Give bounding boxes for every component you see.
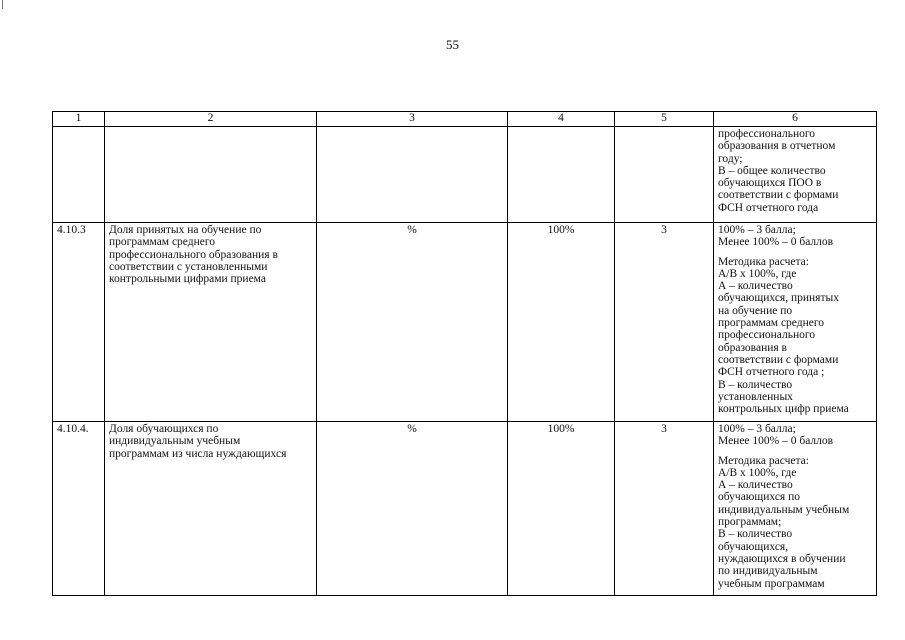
text-line: соответствии с формами — [718, 189, 839, 202]
text-line: В – общее количество — [718, 164, 826, 177]
text-line: профессионального образования в — [109, 248, 278, 261]
text-line: программам среднего — [109, 236, 216, 249]
text-line: программам среднего — [718, 317, 825, 330]
text-line: установленных — [718, 390, 793, 403]
header-cell: 5 — [615, 112, 714, 127]
criteria-cell — [714, 223, 877, 422]
text-line: ФСН отчетного года ; — [718, 366, 825, 379]
paragraph-gap — [718, 448, 872, 455]
target-cell: 100% — [508, 223, 615, 422]
row-code: 4.10.3 — [53, 223, 105, 422]
score-cell: 3 — [615, 223, 714, 422]
text-line: Доля принятых на обучение по — [109, 224, 262, 236]
text-line: индивидуальным учебным — [718, 503, 850, 516]
text-line: 100% – 3 балла; — [718, 224, 796, 236]
text-line: контрольных цифр приема — [718, 403, 849, 416]
text-line: соответствии с установленными — [109, 260, 268, 273]
text-line: на обучение по — [718, 304, 793, 317]
text-line: обучающихся, — [718, 540, 789, 553]
text-line: 100% – 3 балла; — [718, 423, 796, 435]
text-line: индивидуальным учебным — [109, 435, 241, 448]
text-line: обучающихся по — [718, 491, 800, 504]
text-line: образования в отчетном — [718, 140, 836, 153]
score-cell — [615, 127, 714, 223]
text-line: профессионального — [718, 128, 816, 140]
text-line: А – количество — [718, 479, 793, 492]
row-code — [53, 127, 105, 223]
score-cell: 3 — [615, 422, 714, 596]
text-line: В – количество — [718, 378, 793, 391]
text-line: Методика расчета: — [718, 454, 809, 467]
header-cell: 2 — [105, 112, 317, 127]
criteria-cell — [714, 127, 877, 223]
unit-cell: % — [317, 422, 508, 596]
scan-corner-mark — [2, 0, 3, 9]
target-cell — [508, 127, 615, 223]
criteria-cell — [714, 422, 877, 596]
text-line: программам из числа нуждающихся — [109, 447, 287, 460]
text-line: А – количество — [718, 280, 793, 293]
header-cell: 6 — [714, 112, 877, 127]
text-line: обучающихся ПОО в — [718, 177, 822, 190]
text-line: программам; — [718, 516, 782, 529]
paragraph-gap — [718, 249, 872, 256]
indicator-name — [105, 223, 317, 422]
text-line: образования в — [718, 341, 787, 354]
unit-cell — [317, 127, 508, 223]
text-line: ФСН отчетного года — [718, 201, 819, 214]
row-code: 4.10.4. — [53, 422, 105, 596]
text-line: Доля обучающихся по — [109, 423, 219, 435]
text-line: Менее 100% – 0 баллов — [718, 435, 834, 448]
text-line: Методика расчета: — [718, 255, 809, 268]
text-line: В – количество — [718, 528, 793, 541]
text-line: А/В х 100%, где — [718, 466, 797, 479]
table-row — [53, 422, 877, 596]
page-number: 55 — [446, 37, 459, 52]
header-cell: 1 — [53, 112, 105, 127]
unit-cell: % — [317, 223, 508, 422]
text-line: соответствии с формами — [718, 353, 839, 366]
header-cell: 4 — [508, 112, 615, 127]
indicator-name — [105, 422, 317, 596]
indicator-name — [105, 127, 317, 223]
text-line: году; — [718, 152, 743, 165]
text-line: контрольными цифрами приема — [109, 273, 266, 286]
criteria-table — [52, 111, 877, 596]
text-line: нуждающихся в обучении — [718, 552, 846, 565]
text-line: учебным программам — [718, 577, 825, 590]
text-line: обучающихся, принятых — [718, 292, 839, 305]
text-line: А/В х 100%, где — [718, 267, 797, 280]
target-cell: 100% — [508, 422, 615, 596]
header-cell: 3 — [317, 112, 508, 127]
text-line: Менее 100% – 0 баллов — [718, 236, 834, 249]
text-line: профессионального — [718, 329, 816, 342]
text-line: по индивидуальным — [718, 565, 818, 578]
table-row — [53, 127, 877, 223]
table-row — [53, 223, 877, 422]
table-header-row — [53, 112, 877, 127]
